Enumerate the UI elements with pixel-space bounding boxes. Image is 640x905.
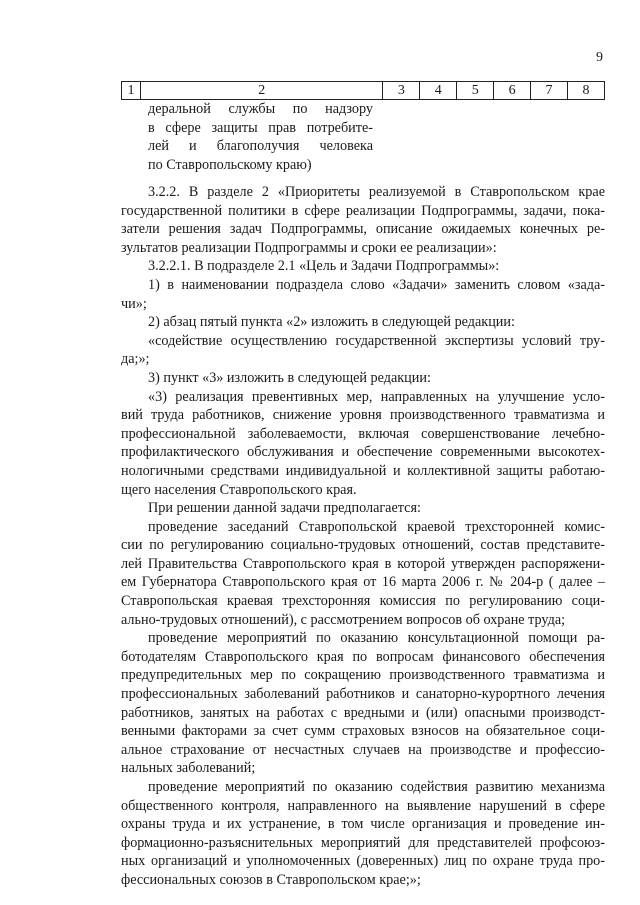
paragraph	[121, 518, 605, 630]
column-number-table	[121, 81, 605, 100]
text-line: формационно-разъяснительных мероприятий для представителей профсоюз-	[121, 834, 605, 851]
table-header-row	[122, 82, 605, 100]
text-line: При решении данной задачи предполагается:	[148, 500, 421, 517]
text-line: ем Губернатора Ставропольского края от 16 марта 2006 г. № 204-р ( далее –	[121, 574, 605, 591]
text-line: щего населения Ставропольского края.	[121, 481, 357, 498]
table-cell: 4	[420, 82, 457, 100]
text-line: 3) пункт «3» изложить в следующей редакции:	[148, 369, 431, 386]
table-cell: 2	[140, 82, 382, 100]
table-cell: 3	[383, 82, 420, 100]
text-line: сии по регулированию социально-трудовых отношений, состав представите-	[121, 537, 605, 554]
text-line: государственной политики в сфере реализации Подпрограммы, задачи, пока-	[121, 202, 605, 219]
text-line: лей и благополучия человека	[148, 138, 373, 155]
paragraph	[121, 499, 605, 518]
paragraph	[121, 778, 605, 890]
table-cell: 5	[457, 82, 494, 100]
text-line: ально-трудовых отношений), с рассмотрением вопросов об охране труда;	[121, 611, 566, 628]
text-line: зультатов реализации Подпрограммы и сроки ее реализации»:	[121, 239, 497, 256]
text-line: «содействие осуществлению государственной экспертизы условий тру-	[148, 332, 605, 349]
agency-name-cell-text	[148, 100, 373, 174]
text-line: общественного контроля, направленного на выявление нарушений в сфере	[121, 797, 605, 814]
text-line: профессиональных заболеваний работников и санаторно-курортного лечения	[121, 686, 605, 703]
table-cell: 8	[568, 82, 605, 100]
text-line: проведение мероприятий по оказанию консультационной помощи ра-	[148, 630, 605, 647]
text-line: Ставропольская краевая трехсторонняя комиссия по регулированию соци-	[121, 593, 605, 610]
text-line: 2) абзац пятый пункта «2» изложить в следующей редакции:	[148, 314, 515, 331]
text-line: «3) реализация превентивных мер, направленных на улучшение усло-	[148, 388, 605, 405]
page-number: 9	[596, 50, 603, 65]
text-line: профилактического обслуживания и обеспечение современными высокотех-	[121, 444, 605, 461]
paragraph	[121, 183, 605, 257]
text-line: нологичными средствами индивидуальной и коллективной защиты работаю-	[121, 462, 605, 479]
paragraph	[121, 276, 605, 313]
paragraph	[121, 257, 605, 276]
text-line: деральной службы по надзору	[148, 101, 373, 117]
text-line: охраны труда и их устранение, в том числе организация и проведение ин-	[121, 816, 605, 833]
text-line: затели решения задач Подпрограммы, описание ожидаемых конечных ре-	[121, 221, 605, 238]
text-line: лей Правительства Ставропольского края в которой утвержден распоряжени-	[121, 555, 605, 572]
text-line: работников, занятых на работах с вредными и (или) опасными производст-	[121, 704, 605, 721]
text-line: по Ставропольскому краю)	[148, 156, 312, 173]
text-line: венными факторами за счет сумм страховых взносов на обязательное соци-	[121, 723, 605, 740]
text-line: 3.2.2. В разделе 2 «Приоритеты реализуемой в Ставропольском крае	[148, 184, 605, 200]
text-line: 1) в наименовании подраздела слово «Задачи» заменить словом «зада-	[148, 276, 605, 293]
text-line: чи»;	[121, 295, 147, 312]
text-line: предупредительных мер по сокращению производственного травматизма и	[121, 667, 605, 684]
paragraph	[121, 629, 605, 778]
paragraph	[121, 369, 605, 388]
text-line: ботодателям Ставропольского края по вопросам финансового обеспечения	[121, 648, 605, 665]
table-cell: 6	[494, 82, 531, 100]
text-line: профессиональной заболеваемости, включая совершенствование лечебно-	[121, 425, 605, 442]
table-cell: 7	[531, 82, 568, 100]
text-line: ных организаций и уполномоченных (доверенных) лиц по охране труда про-	[121, 853, 605, 870]
text-line: в сфере защиты прав потребите-	[148, 119, 373, 136]
text-line: да;»;	[121, 351, 150, 368]
paragraph	[121, 388, 605, 500]
table-cell: 1	[122, 82, 141, 100]
text-line: вий труда работников, снижение уровня производственного травматизма и	[121, 407, 605, 424]
text-line: 3.2.2.1. В подразделе 2.1 «Цель и Задачи Подпрограммы»:	[148, 258, 500, 275]
text-line: проведение заседаний Ставропольской краевой трехсторонней комис-	[148, 518, 605, 535]
text-line: нальных заболеваний;	[121, 760, 256, 777]
paragraph	[121, 332, 605, 369]
document-body	[121, 183, 605, 890]
paragraph	[121, 313, 605, 332]
text-line: проведение мероприятий по оказанию содействия развитию механизма	[148, 779, 605, 795]
text-line: альное страхование от несчастных случаев на производстве и профессио-	[121, 741, 605, 758]
text-line: фессиональных союзов в Ставропольском крае;»;	[121, 871, 421, 888]
